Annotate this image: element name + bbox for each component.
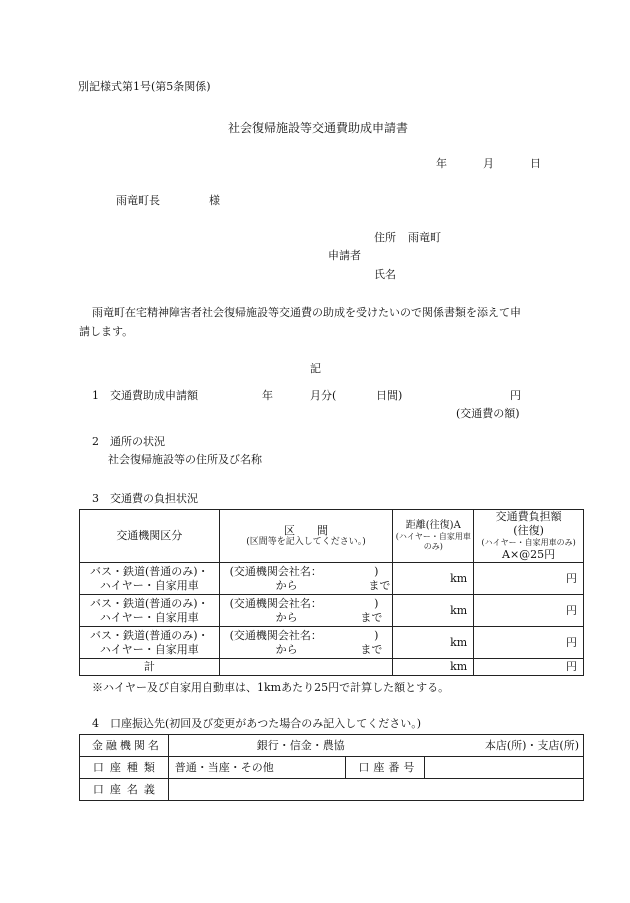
item1-year: 年: [262, 389, 273, 402]
item2-label: 2 通所の状況: [92, 435, 165, 448]
bank-branch: 本店(所)・支店(所): [484, 738, 579, 752]
row-company-close: ): [374, 628, 379, 642]
row-burden: 円: [474, 563, 584, 595]
row-to: まで: [368, 578, 391, 592]
total-label: 計: [80, 659, 220, 676]
item1-month: 月分(: [310, 389, 337, 402]
address-value: 雨竜町: [408, 231, 441, 244]
row-type-line2: ハイヤー・自家用車: [99, 642, 199, 656]
row-to: まで: [360, 610, 383, 624]
header-burden-title: 交通費負担額: [495, 510, 562, 524]
total-distance: km: [393, 659, 474, 676]
row-type-line1: バス・鉄道(普通のみ)・: [90, 564, 209, 578]
item1-days: 日間): [376, 389, 403, 402]
item1-label: 1 交通費助成申請額: [92, 389, 198, 402]
header-section: [219, 510, 393, 563]
bank-label: 金融機関名: [80, 735, 169, 757]
item1-yen: 円: [510, 389, 521, 402]
row-company-close: ): [374, 596, 379, 610]
applicant-label: 申請者: [328, 249, 361, 262]
total-burden: 円: [474, 659, 584, 676]
bank-account-table: [79, 734, 584, 801]
date-year: 年: [436, 157, 447, 170]
item1-note: (交通費の額): [456, 407, 520, 420]
transport-cost-table: [79, 509, 584, 676]
header-distance-note: (ハイヤー・自家用車のみ): [395, 532, 471, 552]
addressee-honorific: 様: [209, 194, 220, 207]
header-section-note: (区間等を記入してください。): [246, 537, 366, 548]
item3-note: ※ハイヤー及び自家用自動車は、1kmあたり25円で計算した額とする。: [92, 681, 450, 694]
ki-label: 記: [310, 362, 321, 375]
total-row: [80, 659, 584, 676]
total-section: [219, 659, 393, 676]
row-type: [80, 627, 220, 659]
bank-types: 銀行・信金・農協: [256, 738, 345, 752]
row-company-label: (交通機関会社名：: [229, 628, 322, 642]
row-to: まで: [360, 642, 383, 656]
account-name-label: 口座名義: [80, 779, 169, 801]
row-from: から: [275, 642, 298, 656]
header-distance: [393, 510, 474, 563]
address-label: 住所: [374, 231, 396, 244]
row-burden: 円: [474, 627, 584, 659]
header-distance-title: 距離(往復)A: [405, 519, 461, 531]
item4-label: 4 口座振込先(初回及び変更があつた場合のみ記入してください。): [92, 717, 422, 730]
row-distance: km: [393, 595, 474, 627]
header-burden-formula: A×@25円: [502, 547, 556, 561]
row-distance: km: [393, 627, 474, 659]
row-section: [219, 595, 393, 627]
header-burden-note: (ハイヤー・自家用車のみ): [481, 537, 576, 547]
row-from: から: [275, 578, 298, 592]
account-name-row: [80, 779, 584, 801]
row-type: [80, 595, 220, 627]
body-text-line1: 雨竜町在宅精神障害者社会復帰施設等交通費の助成を受けたいので関係書類を添えて申: [92, 306, 521, 319]
account-number-label: 口座番号: [346, 757, 425, 779]
form-id: 別記様式第1号(第5条関係): [78, 80, 211, 93]
row-from: から: [275, 610, 298, 624]
row-type-line2: ハイヤー・自家用車: [99, 578, 199, 592]
row-section: [219, 563, 393, 595]
row-type-line1: バス・鉄道(普通のみ)・: [90, 596, 209, 610]
row-section: [219, 627, 393, 659]
table-header-row: [80, 510, 584, 563]
row-distance: km: [393, 563, 474, 595]
header-type: 交通機関区分: [80, 510, 220, 563]
account-name-value: [168, 779, 583, 801]
account-type-row: [80, 757, 584, 779]
row-company-label: (交通機関会社名：: [229, 564, 322, 578]
name-label: 氏名: [374, 268, 396, 281]
row-company-label: (交通機関会社名：: [229, 596, 322, 610]
bank-value: [168, 735, 583, 757]
row-type: [80, 563, 220, 595]
table-row: [80, 627, 584, 659]
header-section-title: 区 間: [284, 523, 328, 537]
page-title: 社会復帰施設等交通費助成申請書: [228, 121, 409, 135]
row-type-line2: ハイヤー・自家用車: [99, 610, 199, 624]
header-burden-sub: (往復): [513, 524, 544, 538]
table-row: [80, 595, 584, 627]
account-type-label: 口座種類: [80, 757, 169, 779]
item2-sub: 社会復帰施設等の住所及び名称: [108, 453, 262, 466]
date-day: 日: [530, 157, 541, 170]
bank-row: [80, 735, 584, 757]
account-number-value: [425, 757, 584, 779]
item3-label: 3 交通費の負担状況: [92, 492, 198, 505]
account-types: 普通・当座・その他: [168, 757, 346, 779]
body-text-line2: 請します。: [79, 325, 134, 338]
addressee-name: 雨竜町長: [116, 194, 160, 207]
row-type-line1: バス・鉄道(普通のみ)・: [90, 628, 209, 642]
row-burden: 円: [474, 595, 584, 627]
row-company-close: ): [374, 564, 379, 578]
header-burden: [474, 510, 584, 563]
date-month: 月: [483, 157, 494, 170]
table-row: [80, 563, 584, 595]
